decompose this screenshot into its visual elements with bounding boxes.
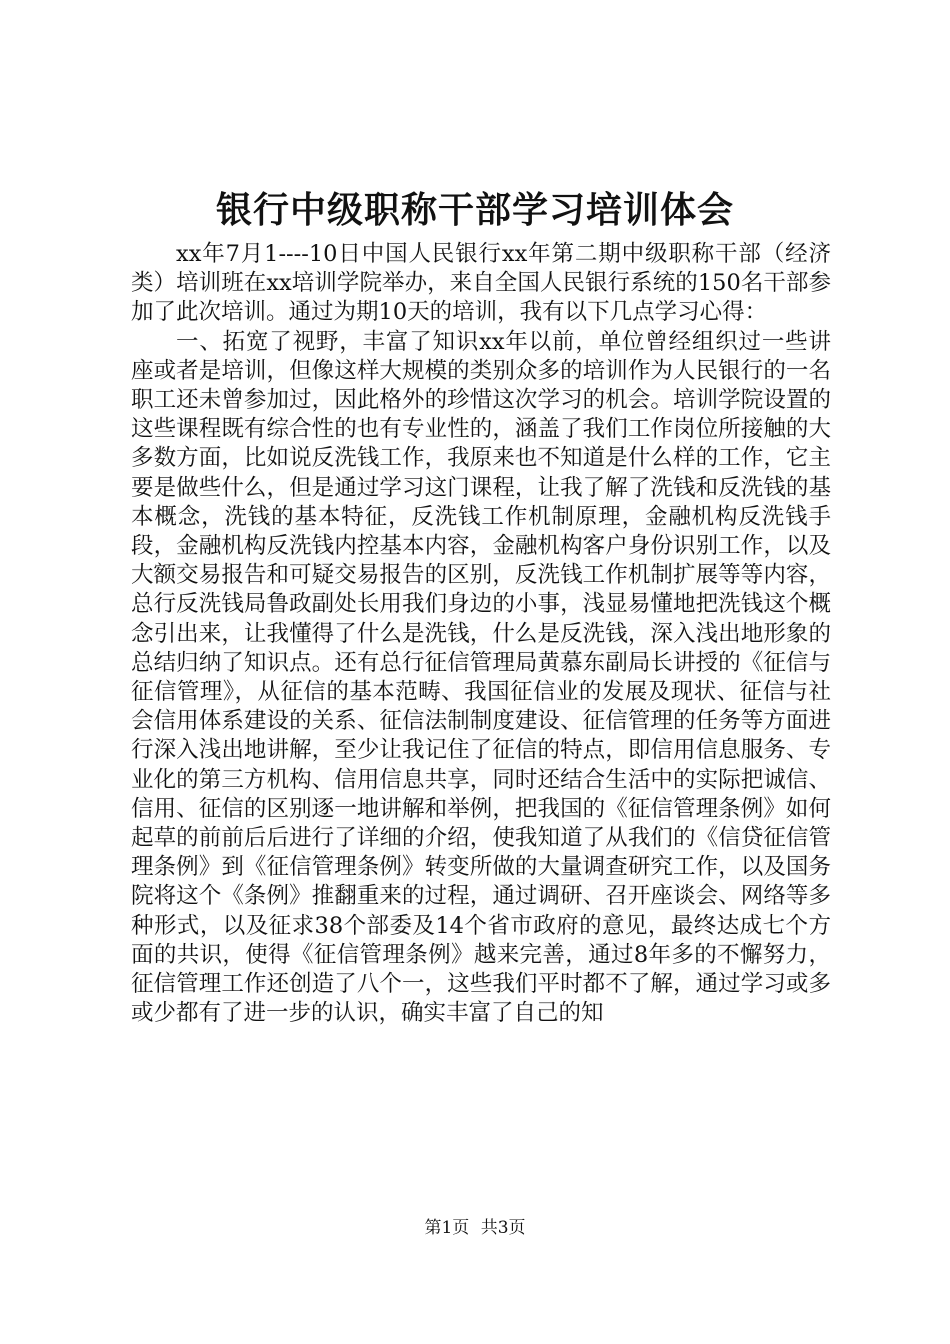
- document-title: 银行中级职称干部学习培训体会: [215, 189, 734, 231]
- page-total: 共3页: [480, 1218, 526, 1238]
- document-body: [131, 240, 831, 1028]
- page-footer: [0, 1216, 950, 1240]
- page-number: 第1页: [424, 1218, 470, 1238]
- paragraph-section-one: 一、拓宽了视野，丰富了知识xx年以前，单位曾经组织过一些讲座或者是培训，但像这样大规模的类别众多的培训作为人民银行的一名职工还未曾参加过，因此格外的珍惜这次学习的机会。培训学院设置的这些课程既有综合性的也有专业性的，涵盖了我们工作岗位所接触的大多数方面，比如说反洗钱工作，我原来也不知道是什么样的工作，它主要是做些什么，但是通过学习这门课程，让我了解了洗钱和反洗钱的基本概念，洗钱的基本特征，反洗钱工作机制原理，金融机构反洗钱手段，金融机构反洗钱内控基本内容，金融机构客户身份识别工作，以及大额交易报告和可疑交易报告的区别，反洗钱工作机制扩展等等内容，总行反洗钱局鲁政副处长用我们身边的小事，浅显易懂地把洗钱这个概念引出来，让我懂得了什么是洗钱，什么是反洗钱，深入浅出地形象的总结归纳了知识点。还有总行征信管理局黄慕东副局长讲授的《征信与征信管理》，从征信的基本范畴、我国征信业的发展及现状、征信与社会信用体系建设的关系、征信法制制度建设、征信管理的任务等方面进行深入浅出地讲解，至少让我记住了征信的特点，即信用信息服务、专业化的第三方机构、信用信息共享，同时还结合生活中的实际把诚信、信用、征信的区别逐一地讲解和举例，把我国的《征信管理条例》如何起草的前前后后进行了详细的介绍，使我知道了从我们的《信贷征信管理条例》到《征信管理条例》转变所做的大量调查研究工作，以及国务院将这个《条例》推翻重来的过程，通过调研、召开座谈会、网络等多种形式，以及征求38个部委及14个省市政府的意见，最终达成七个方面的共识，使得《征信管理条例》越来完善，通过8年多的不懈努力，征信管理工作还创造了八个一，这些我们平时都不了解，通过学习或多或少都有了进一步的认识，确实丰富了自己的知: [131, 328, 831, 1027]
- paragraph-intro: xx年7月1----10日中国人民银行xx年第二期中级职称干部（经济类）培训班在xx培训学院举办，来自全国人民银行系统的150名干部参加了此次培训。通过为期10天的培训，我有以下几点学习心得：: [131, 241, 831, 326]
